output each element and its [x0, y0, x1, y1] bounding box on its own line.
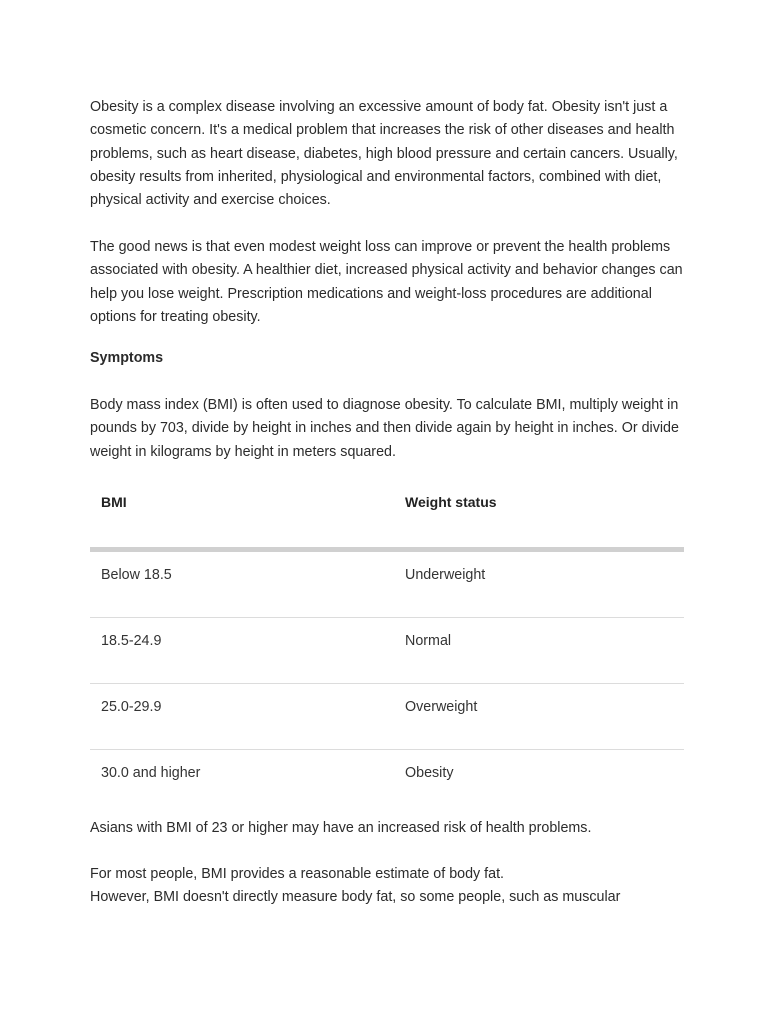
bmi-cell: 25.0-29.9: [101, 699, 162, 715]
table-row: [90, 684, 684, 750]
table-row: [90, 618, 684, 684]
bmi-cell: Below 18.5: [101, 567, 172, 583]
column-header-weight-status: Weight status: [405, 494, 497, 510]
table-row: [90, 552, 684, 618]
column-header-bmi: BMI: [101, 494, 127, 510]
weight-status-cell: Normal: [405, 633, 452, 649]
table-row: [90, 750, 684, 815]
intro-paragraph-2: The good news is that even modest weight loss can improve or prevent the health problems associated with obesity. A healthier diet, increased physical activity and behavior changes can help you lose weight. Prescription medications and weight-loss procedures are additional options for treating obesity.: [90, 239, 683, 325]
bmi-estimate-line-2: However, BMI doesn't directly measure body fat, so some people, such as muscular: [90, 889, 621, 905]
table-header-row: [90, 482, 684, 552]
weight-status-cell: Overweight: [405, 699, 478, 715]
symptoms-heading: Symptoms: [90, 350, 164, 366]
weight-status-cell: Obesity: [405, 765, 454, 781]
intro-paragraph-1: Obesity is a complex disease involving an excessive amount of body fat. Obesity isn't just a cosmetic concern. It's a medical problem that increases the risk of other diseases and health problems, such as heart disease, diabetes, high blood pressure and certain cancers. Usually, obesity results from inherited, physiological and environmental factors, combined with diet, physical activity and exercise choices.: [90, 99, 678, 209]
bmi-table: [90, 482, 684, 815]
asians-note: Asians with BMI of 23 or higher may have an increased risk of health problems.: [90, 820, 592, 836]
bmi-cell: 30.0 and higher: [101, 765, 201, 781]
bmi-estimate-line-1: For most people, BMI provides a reasonable estimate of body fat.: [90, 866, 505, 882]
weight-status-cell: Underweight: [405, 567, 486, 583]
bmi-cell: 18.5-24.9: [101, 633, 162, 649]
bmi-paragraph: Body mass index (BMI) is often used to diagnose obesity. To calculate BMI, multiply weight in pounds by 703, divide by height in inches and then divide again by height in inches. Or divide weight in kilograms by height in meters squared.: [90, 397, 679, 460]
